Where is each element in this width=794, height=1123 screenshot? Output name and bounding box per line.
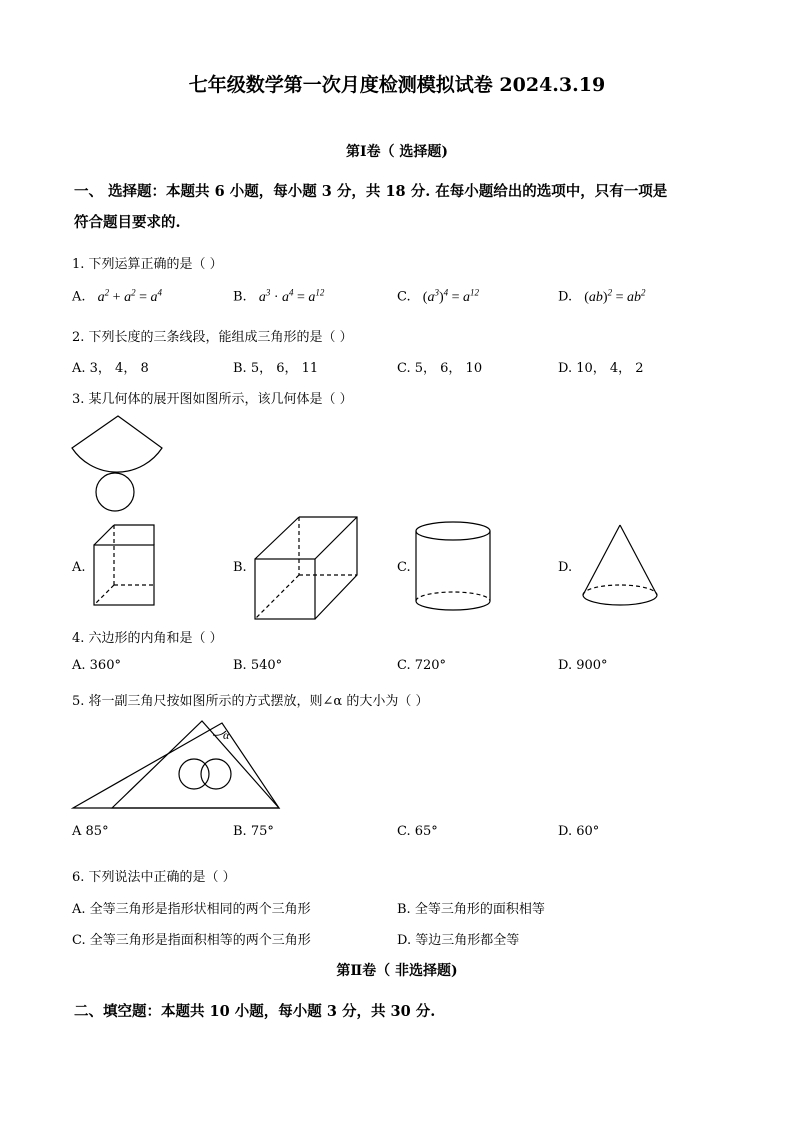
cone-figure[interactable] [581, 523, 659, 609]
q1-option-a[interactable]: A. $a^2 + a^2 = a^4$ [72, 287, 162, 305]
cylinder-figure[interactable] [414, 520, 492, 614]
q2-option-d[interactable]: D. 10， 4， 2 [558, 361, 644, 376]
part2-instruction: 二、填空题：本题共 10 小题，每小题 3 分，共 30 分. [74, 1003, 436, 1020]
page-title: 七年级数学第一次月度检测模拟试卷 2024.3.19 [188, 74, 606, 96]
part1-instruction-line1: 一、 选择题：本题共 6 小题，每小题 3 分，共 18 分. 在每小题给出的选项中，只有一项是 [74, 183, 668, 200]
net-figure [68, 414, 168, 516]
q3-option-b[interactable]: B. [233, 560, 247, 575]
q3-option-c[interactable]: C. [397, 560, 411, 575]
base-circle [96, 473, 134, 511]
q4-option-c[interactable]: C. 720° [397, 658, 447, 673]
question-4-stem: 4. 六边形的内角和是（ ） [72, 631, 223, 646]
q4-option-b[interactable]: B. 540° [233, 658, 283, 673]
question-5-stem: 5. 将一副三角尺按如图所示的方式摆放，则∠α 的大小为（ ） [72, 694, 429, 709]
sector-shape [72, 416, 162, 472]
q5-option-b[interactable]: B. 75° [233, 824, 274, 839]
q6-option-c[interactable]: C. 全等三角形是指面积相等的两个三角形 [72, 933, 311, 948]
question-1-stem: 1. 下列运算正确的是（ ） [72, 257, 223, 272]
part2-heading: 第Ⅱ卷（ 非选择题) [336, 963, 458, 979]
q5-option-a[interactable]: A 85° [72, 824, 109, 839]
part1-instruction-line2: 符合题目要求的. [74, 214, 181, 231]
question-3-stem: 3. 某几何体的展开图如图所示，该几何体是（ ） [72, 392, 353, 407]
angle-alpha-label: α [223, 728, 230, 742]
small-set-square [112, 721, 279, 808]
q3-option-d[interactable]: D. [558, 560, 573, 575]
q4-option-a[interactable]: A. 360° [72, 658, 121, 673]
question-6-stem: 6. 下列说法中正确的是（ ） [72, 870, 236, 885]
q2-option-b[interactable]: B. 5， 6， 11 [233, 361, 319, 376]
q1-option-b[interactable]: B. $a^3 \cdot a^4 = a^{12}$ [233, 287, 325, 305]
cube-figure[interactable] [92, 523, 156, 609]
q2-option-a[interactable]: A. 3， 4， 8 [72, 361, 149, 376]
q6-option-d[interactable]: D. 等边三角形都全等 [397, 933, 520, 948]
q2-option-c[interactable]: C. 5， 6， 10 [397, 361, 483, 376]
q6-option-b[interactable]: B. 全等三角形的面积相等 [397, 902, 545, 917]
part1-heading: 第Ⅰ卷（ 选择题) [345, 144, 449, 160]
large-set-square [73, 723, 279, 808]
q6-option-a[interactable]: A. 全等三角形是指形状相同的两个三角形 [72, 902, 311, 917]
question-2-stem: 2. 下列长度的三条线段，能组成三角形的是（ ） [72, 330, 353, 345]
q4-option-d[interactable]: D. 900° [558, 658, 608, 673]
q3-option-a[interactable]: A. [72, 560, 86, 575]
q1-option-d[interactable]: D. $(ab)^2 = ab^2$ [558, 287, 646, 305]
q1-option-c[interactable]: C. $(a^3)^4 = a^{12}$ [397, 287, 480, 305]
q5-option-c[interactable]: C. 65° [397, 824, 438, 839]
set-squares-figure [70, 718, 290, 810]
q5-option-d[interactable]: D. 60° [558, 824, 600, 839]
cuboid-figure[interactable] [253, 515, 359, 621]
